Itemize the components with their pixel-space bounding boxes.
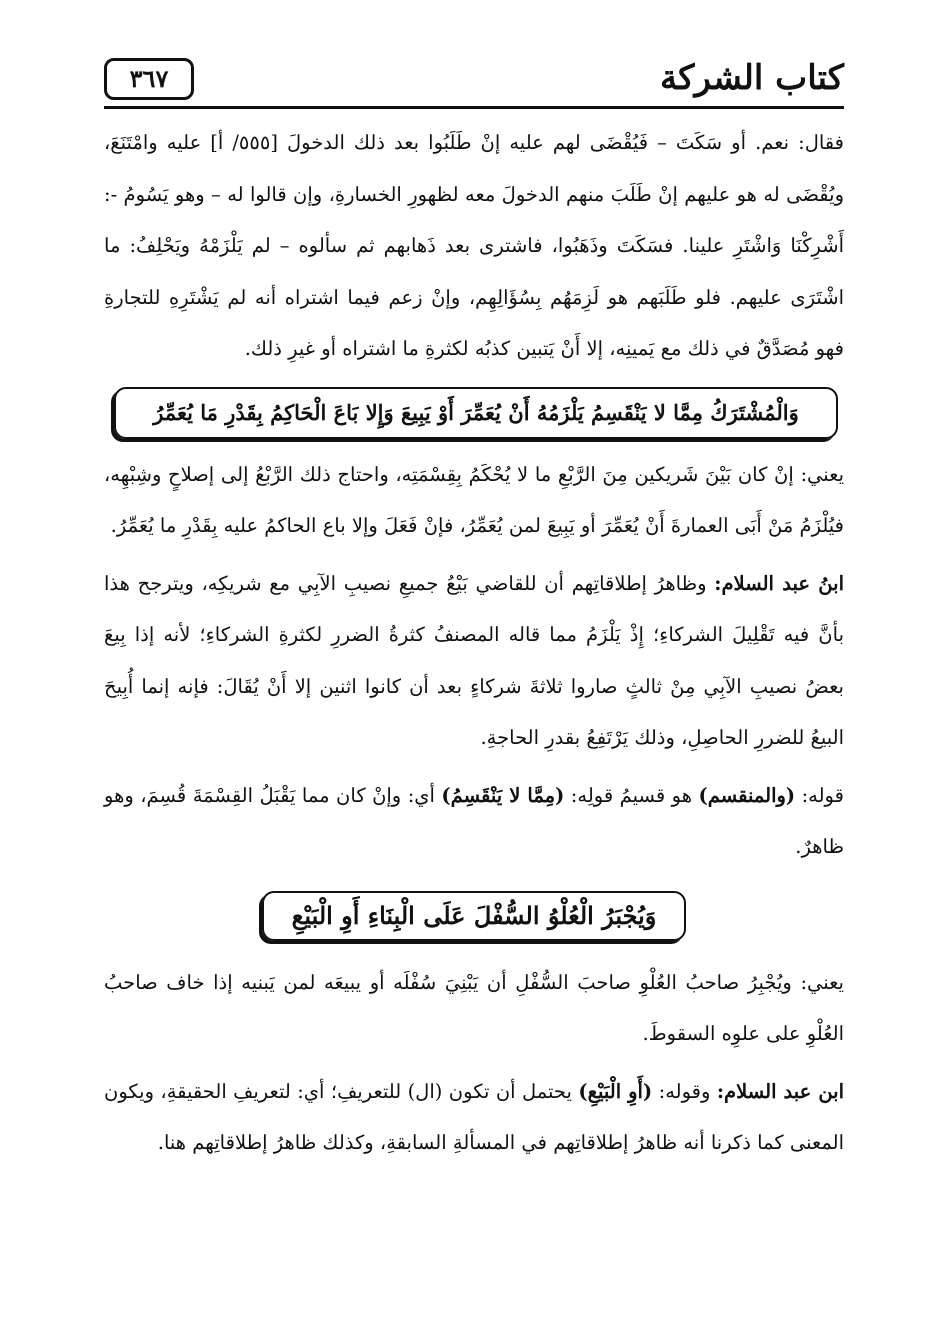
matn-box-2: وَيُجْبَرُ الْعُلْوُ السُّفْلَ عَلَى الْبِنَاءِ أَوِ الْبَيْعِ [262, 891, 686, 941]
paragraph-6-a: وقوله: [658, 1079, 711, 1103]
commentator-label-2: ابن عبد السلام: [716, 1079, 845, 1103]
paragraph-4-c: هو قسيمُ قولِه: [570, 783, 693, 807]
paragraph-3-text: وظاهرُ إطلاقاتِهم أن للقاضي بَيْعُ جميعِ نصيبِ الآبِي مع شريكِه، ويترجح هذا بأنَّ فيه تَقْلِيلَ الشركاءِ؛ إِذْ يَلْزَمُ مما قاله المصنفُ كثرةُ الضررِ لكثرةِ الشركاءِ؛ لأنه إذا بِيعَ بعضُ نصيبِ الآبِي مِنْ ثالثٍ صاروا ثلاثةَ شركاءٍ بعد أن كانوا اثنين إلا أَنْ يُقَالَ: فإنه إنما أُبِيحَ البيعُ للضررِ الحاصِلِ، وذلك يَرْتَفِعُ بقدرِ الحاجةِ. [104, 571, 844, 749]
paragraph-4-a: قوله: [801, 783, 844, 807]
quoted-term-3: (أَوِ الْبَيْعِ) [578, 1079, 653, 1103]
paragraph-6 [104, 1066, 844, 1169]
quoted-term-2: (مِمَّا لا يَنْقَسِمُ) [441, 783, 565, 807]
paragraph-4 [104, 770, 844, 873]
book-page [104, 50, 844, 1169]
paragraph-2: يعني: إنْ كان بَيْنَ شَريكين مِنَ الرَّبْعِ ما لا يُحْكَمُ بِقِسْمَتِه، واحتاج ذلك الرَّبْعُ إلى إصلاحٍ وشِبْهِه، فيُلْزَمُ مَنْ أَبَى العمارةَ أَنْ يُعَمِّرَ أو يَبِيعَ لمن يُعَمِّرُ، فإنْ فَعَلَ وإلا باع الحاكمُ عليه بِقَدْرِ ما يُعَمِّرُ. [104, 462, 844, 537]
paragraph-1: فقال: نعم. أو سَكَتَ – فَيُقْضَى لهم عليه إنْ طَلَبُوا بعد ذلك الدخولَ [٥٥٥/ أ] عليه وامْتَنَعَ، ويُقْضَى له هو عليهم إنْ طَلَبَ منهم الدخولَ معه لظهورِ الخسارةِ، وإن قالوا له – وهو يَسُومُ -: أَشْرِكْنَا وَاشْتَرِ علينا. فسَكَتَ وذَهَبُوا، فاشترى بعد ذَهابهم ثم سألوه – لم يَلْزَمْهُ ويَحْلِفُ: ما اشْتَرَى عليهم. فلو طَلَبَهم هو لَزِمَهُم بِسُؤَالِهِم، وإنْ زعم فيما اشتراه أنه لم يَشْتَرِهِ للتجارةِ فهو مُصَدَّقٌ في ذلك مع يَمينِه، إلا أَنْ يَتبين كذبُه لكثرةِ ما اشتراه أو غيرِ ذلك. [104, 131, 844, 360]
commentator-label: ابنُ عبد السلام: [714, 571, 844, 595]
matn-box-1: وَالْمُشْتَرَكُ مِمَّا لا يَنْقَسِمُ يَلْزَمُهُ أَنْ يُعَمِّرَ أَوْ يَبِيعَ وَإِلا بَاعَ الْحَاكِمُ بِقَدْرِ مَا يُعَمِّرُ [114, 387, 838, 439]
paragraph-5: يعني: ويُجْبِرُ صاحبُ العُلْوِ صاحبَ السُّفْلِ أن يَبْنِيَ سُفْلَه أو يبيعَه لمن يَبنيه إذا خاف صاحبُ العُلْوِ على علوِه السقوطَ. [104, 970, 844, 1045]
book-title: كتاب الشركة [660, 58, 844, 98]
paragraph-3 [104, 558, 844, 764]
page-number: ٣٦٧ [104, 58, 194, 100]
quoted-term-1: (والمنقسم) [698, 783, 796, 807]
paragraph-4-e: أي: وإنْ كان مما يَقْبَلُ القِسْمَةَ قُسِمَ، وهو ظاهرٌ. [104, 783, 844, 858]
page-header [104, 50, 844, 109]
paragraph-6-c: يحتمل أن تكون (ال) للتعريفِ؛ أي: لتعريفِ الحقيقةِ، ويكون المعنى كما ذكرنا أنه ظاهرُ إطلاقاتِهم في المسألةِ السابقةِ، وكذلك ظاهرُ إطلاقاتِهم هنا. [104, 1079, 844, 1154]
